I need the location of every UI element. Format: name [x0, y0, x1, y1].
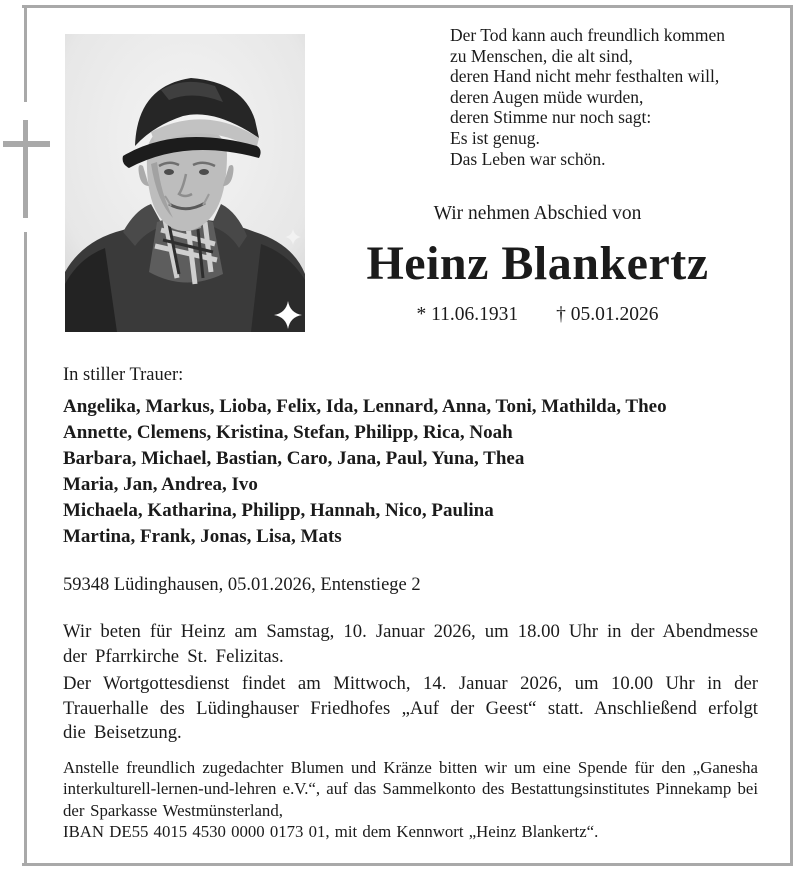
mourner-line: Barbara, Michael, Bastian, Caro, Jana, Paul, Yuna, Thea — [63, 448, 525, 469]
frame-right-border — [790, 5, 793, 866]
poem-line: deren Stimme nur noch sagt: — [450, 107, 652, 128]
mourner-line: Martina, Frank, Jonas, Lisa, Mats — [63, 526, 342, 547]
birth-date: * 11.06.1931 — [416, 304, 519, 325]
poem-line: Der Tod kann auch freundlich kommen — [450, 25, 725, 45]
mourners-list — [63, 394, 667, 550]
poem — [450, 25, 725, 169]
iban-line: IBAN DE55 4015 4530 0000 0173 01, mit dem Kennwort „Heinz Blankertz“. — [63, 821, 599, 841]
mourning-heading: In stiller Trauer: — [63, 365, 184, 385]
frame-bottom-border — [22, 863, 793, 866]
poem-line: deren Hand nicht mehr festhalten will, — [450, 66, 720, 87]
poem-line: Es ist genug. — [450, 127, 540, 148]
death-date: † 05.01.2026 — [556, 304, 659, 325]
poem-line: Das Leben war schön. — [450, 148, 606, 169]
frame-top-border — [22, 5, 793, 8]
frame-left-border-lower — [24, 232, 27, 866]
life-dates — [300, 304, 775, 326]
cross-horizontal-beam — [3, 141, 50, 147]
deceased-photo — [65, 34, 305, 332]
portrait-illustration — [65, 34, 305, 332]
frame-left-border-upper — [24, 5, 27, 102]
mass-announcement: Wir beten für Heinz am Samstag, 10. Januar 2026, um 18.00 Uhr in der Abendmesse der Pfarrkirche St. Felizitas. — [63, 621, 758, 667]
poem-line: deren Augen müde wurden, — [450, 86, 644, 107]
funeral-announcement: Der Wortgottesdienst findet am Mittwoch, 14. Januar 2026, um 10.00 Uhr in der Trauerhalle des Lüdinghauser Friedhofes „Auf der Geest“ statt. Anschließend erfolgt die Beisetzung. — [63, 673, 758, 743]
mourner-line: Michaela, Katharina, Philipp, Hannah, Nico, Paulina — [63, 500, 494, 521]
place-date-line: 59348 Lüdinghausen, 05.01.2026, Entenstiege 2 — [63, 575, 421, 595]
mourner-line: Angelika, Markus, Lioba, Felix, Ida, Lennard, Anna, Toni, Mathilda, Theo — [63, 396, 667, 417]
mourner-line: Annette, Clemens, Kristina, Stefan, Philipp, Rica, Noah — [63, 422, 513, 443]
donation-text: Anstelle freundlich zugedachter Blumen und Kränze bitten wir um eine Spende für den „Ganesha interkulturell-lernen-und-lehren e.V.“, auf das Sammelkonto des Bestattungsinstitutes Pinnekamp bei der Sparkasse Westmünsterland, — [63, 758, 758, 820]
mourner-line: Maria, Jan, Andrea, Ivo — [63, 474, 258, 495]
farewell-intro: Wir nehmen Abschied von — [433, 203, 642, 224]
poem-line: zu Menschen, die alt sind, — [450, 45, 633, 66]
donation-request — [63, 757, 758, 842]
cross-vertical-beam — [23, 120, 28, 218]
deceased-name: Heinz Blankertz — [366, 237, 709, 290]
